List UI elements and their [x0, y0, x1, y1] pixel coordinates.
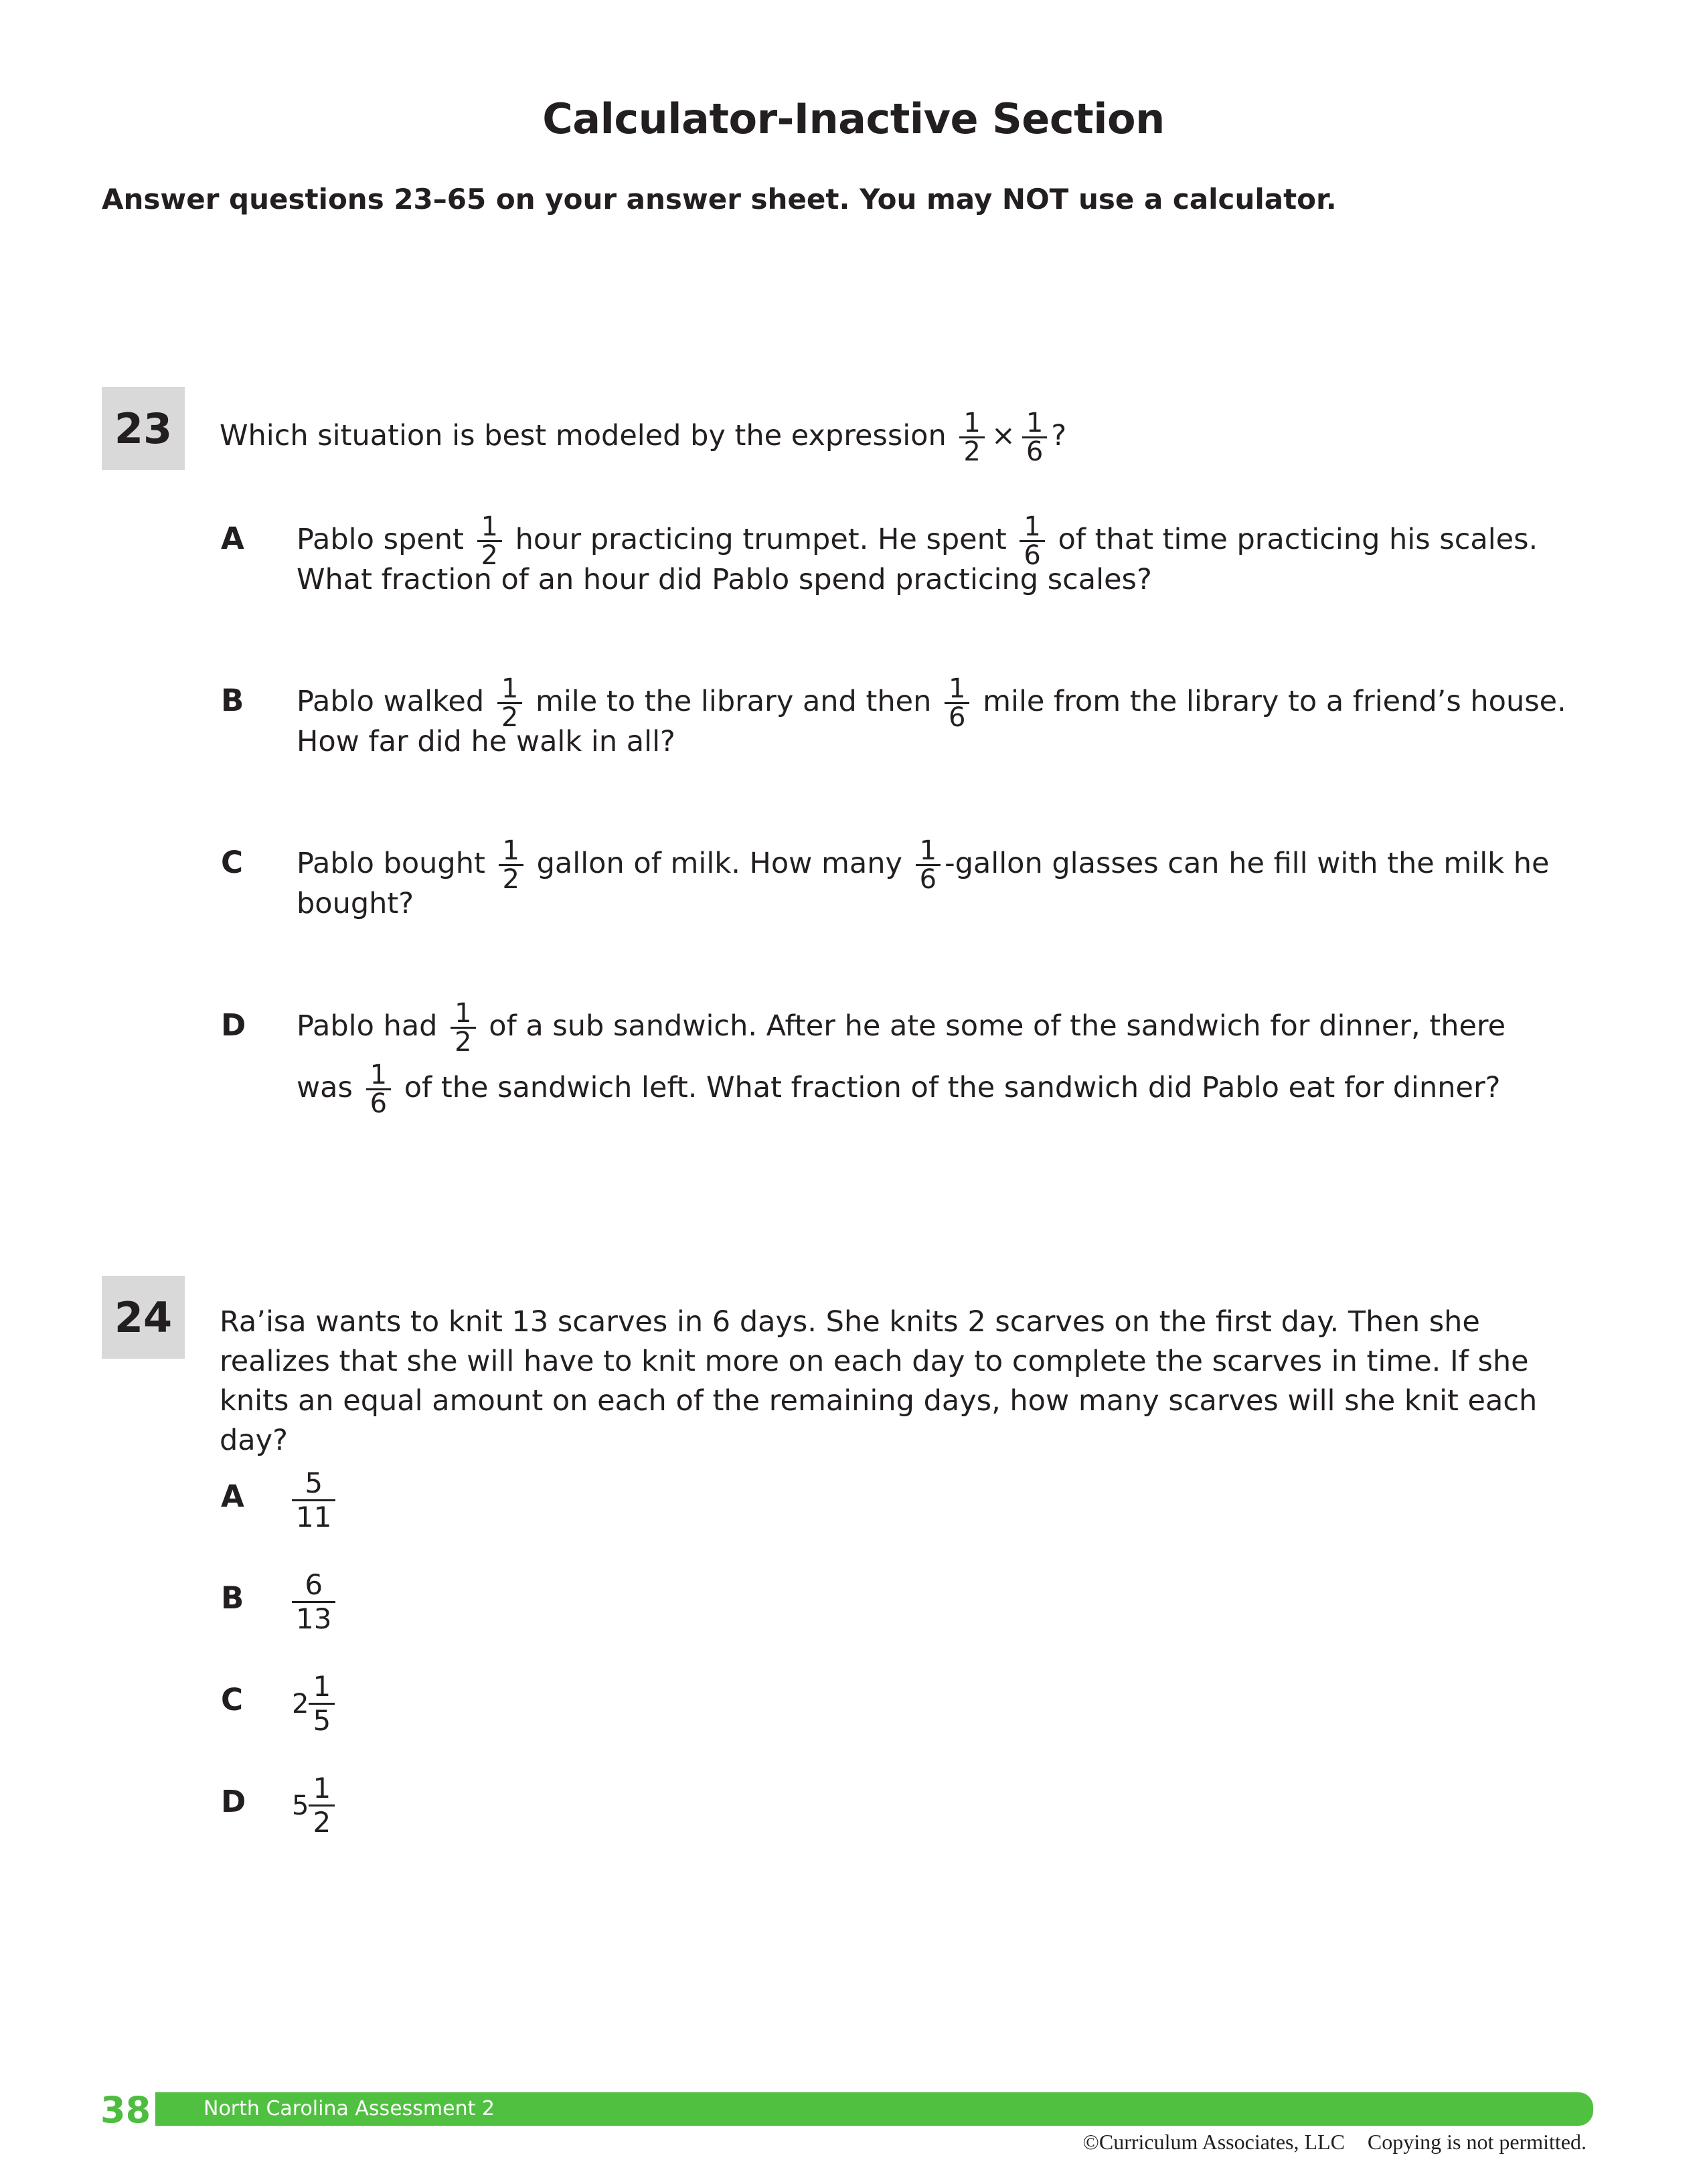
question-number-box: 23	[102, 387, 185, 470]
question-number-box: 24	[102, 1276, 185, 1359]
question-mark: ?	[1051, 419, 1067, 452]
option-letter: C	[221, 1682, 244, 1717]
option-letter: B	[221, 683, 244, 718]
fraction: $\frac{1}{6}$	[1020, 513, 1044, 569]
answer-choice-23c[interactable]	[297, 833, 1602, 924]
instructions: Answer questions 23–65 on your answer sheet. You may NOT use a calculator.	[102, 183, 1337, 216]
option-line: Pablo walked $\frac{1}{2}$ mile to the library and then $\frac{1}{6}$ mile from the library to a friend’s house.	[297, 673, 1566, 733]
option-line: How far did he walk in all?	[297, 725, 675, 758]
copyright: ©Curriculum Associates, LLC	[1082, 2130, 1345, 2154]
fraction: $\frac{1}{2}$	[497, 675, 522, 731]
option-letter: B	[221, 1580, 244, 1616]
answer-choice-24d[interactable]	[292, 1772, 335, 1839]
mixed-whole: 2	[292, 1688, 309, 1719]
mixed-whole: 5	[292, 1790, 309, 1821]
answer-choice-24a[interactable]	[292, 1467, 335, 1533]
option-line: was $\frac{1}{6}$ of the sandwich left. What fraction of the sandwich did Pablo eat for dinner?	[297, 1060, 1501, 1119]
fraction: $\frac{1}{6}$	[916, 837, 941, 893]
fraction: $\frac{6}{13}$	[292, 1569, 335, 1635]
fraction: $\frac{1}{2}$	[499, 837, 523, 893]
answer-choice-24b[interactable]	[292, 1569, 335, 1635]
fraction: $\frac{1}{2}$	[309, 1772, 335, 1839]
option-letter: A	[221, 521, 244, 556]
stem-text: Which situation is best modeled by the expression	[220, 419, 947, 452]
copy-notice: Copying is not permitted.	[1367, 2130, 1587, 2154]
option-letter: D	[221, 1007, 246, 1043]
fraction: $\frac{1}{2}$	[477, 513, 502, 569]
question-stem: Ra’isa wants to knit 13 scarves in 6 days. She knits 2 scarves on the first day. Then she realizes that she will have to knit more on each day to complete the scarves in time. If she knits an equal amount on each of the remaining days, how many scarves will she knit each day?	[220, 1305, 1538, 1457]
option-letter: A	[221, 1479, 244, 1514]
answer-choice-23b[interactable]	[297, 671, 1602, 762]
option-line: Pablo bought $\frac{1}{2}$ gallon of milk. How many $\frac{1}{6}$ -gallon glasses can he fill with the milk he	[297, 835, 1550, 895]
copyright-line	[1083, 2128, 1587, 2155]
question-stem	[220, 410, 1592, 465]
option-line: bought?	[297, 887, 414, 920]
option-line: Pablo had $\frac{1}{2}$ of a sub sandwich. After he ate some of the sandwich for dinner, there	[297, 998, 1506, 1058]
fraction: $\frac{1}{6}$	[945, 675, 969, 731]
fraction: $\frac{1}{6}$	[1022, 410, 1047, 465]
fraction: $\frac{1}{2}$	[451, 1000, 475, 1056]
option-letter: D	[221, 1784, 246, 1819]
answer-choice-24c[interactable]	[292, 1671, 335, 1737]
fraction: $\frac{1}{5}$	[309, 1671, 335, 1737]
times-sign: ×	[991, 419, 1015, 452]
fraction: $\frac{1}{2}$	[959, 410, 984, 465]
footer-bar	[155, 2092, 1593, 2126]
answer-choice-23d[interactable]	[297, 995, 1602, 1118]
assessment-label: North Carolina Assessment 2	[204, 2097, 495, 2120]
answer-choice-23a[interactable]	[297, 509, 1602, 600]
option-line: What fraction of an hour did Pablo spend practicing scales?	[297, 563, 1152, 596]
option-letter: C	[221, 845, 244, 880]
fraction: $\frac{5}{11}$	[292, 1467, 335, 1533]
fraction: $\frac{1}{6}$	[366, 1062, 391, 1117]
page-number: 38	[100, 2089, 151, 2131]
option-line: Pablo spent $\frac{1}{2}$ hour practicing trumpet. He spent $\frac{1}{6}$ of that time practicing his scales.	[297, 511, 1538, 571]
page-title: Calculator-Inactive Section	[542, 94, 1165, 143]
